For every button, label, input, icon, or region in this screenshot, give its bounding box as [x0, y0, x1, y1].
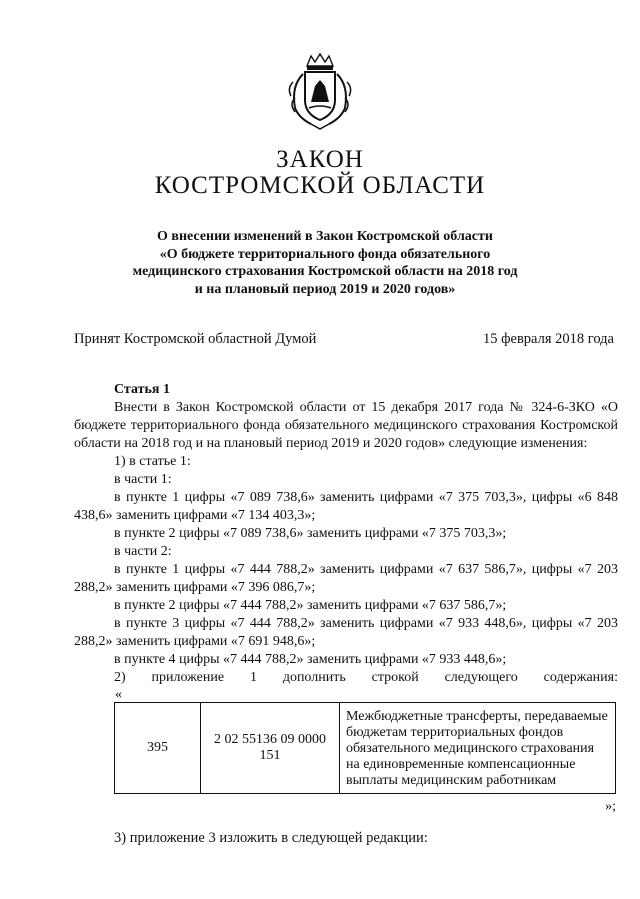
- table-cell-kbk: 2 02 55136 09 0000 151: [201, 703, 340, 794]
- article-heading: Статья 1: [114, 382, 170, 397]
- appendix-table: [114, 702, 616, 794]
- article-intro: Внести в Закон Костромской области от 15 декабря 2017 года № 324-6-ЗКО «О бюджете территориального фонда обязательного медицинского страхования Костромской области на 2018 год и на плановый период 2019 и 2020 годов» следующие изменения:: [74, 400, 618, 451]
- adoption-date: 15 февраля 2018 года: [482, 331, 614, 347]
- part2-point3: в пункте 3 цифры «7 444 788,2» заменить цифрами «7 933 448,6», цифры «7 203 288,2» заменить цифрами «7 691 948,6»;: [74, 616, 618, 649]
- part1-point1: в пункте 1 цифры «7 089 738,6» заменить цифрами «7 375 703,3», цифры «6 848 438,6» заменить цифрами «7 134 403,3»;: [74, 490, 618, 523]
- item-1: 1) в статье 1:: [114, 454, 191, 469]
- article-body: [74, 381, 618, 687]
- subject-line: О внесении изменений в Закон Костромской области: [157, 229, 493, 244]
- law-title: ЗАКОН: [276, 146, 364, 173]
- part2-point4: в пункте 4 цифры «7 444 788,2» заменить цифрами «7 933 448,6»;: [114, 652, 507, 667]
- table-cell-code: 395: [115, 703, 201, 794]
- adopted-by: Принят Костромской областной Думой: [74, 331, 317, 347]
- part1-point2: в пункте 2 цифры «7 089 738,6» заменить цифрами «7 375 703,3»;: [114, 526, 507, 541]
- law-region-title: КОСТРОМСКОЙ ОБЛАСТИ: [154, 172, 486, 199]
- part2-point1: в пункте 1 цифры «7 444 788,2» заменить цифрами «7 637 586,7», цифры «7 203 288,2» заменить цифрами «7 396 086,7»;: [74, 562, 618, 595]
- quote-close: »;: [605, 799, 616, 814]
- table-row: [115, 703, 616, 794]
- table-cell-description: Межбюджетные трансферты, передаваемые бюджетам территориальных фондов обязательного медицинского страхования на единовременные компенсационные выплаты медицинским работникам: [340, 703, 616, 794]
- item-2: 2) приложение 1 дополнить строкой следующего содержания:: [114, 670, 618, 685]
- part-2: в части 2:: [114, 544, 172, 559]
- item-3: 3) приложение 3 изложить в следующей редакции:: [114, 830, 428, 846]
- subject-line: медицинского страхования Костромской области на 2018 год: [132, 264, 518, 279]
- coat-of-arms-icon: [285, 52, 355, 132]
- law-subject: [120, 228, 530, 298]
- quote-open: «: [115, 687, 122, 702]
- subject-line: и на плановый период 2019 и 2020 годов»: [194, 281, 456, 297]
- part-1: в части 1:: [114, 472, 172, 487]
- part2-point2: в пункте 2 цифры «7 444 788,2» заменить цифрами «7 637 586,7»;: [114, 598, 507, 613]
- subject-line: «О бюджете территориального фонда обязательного: [159, 246, 491, 262]
